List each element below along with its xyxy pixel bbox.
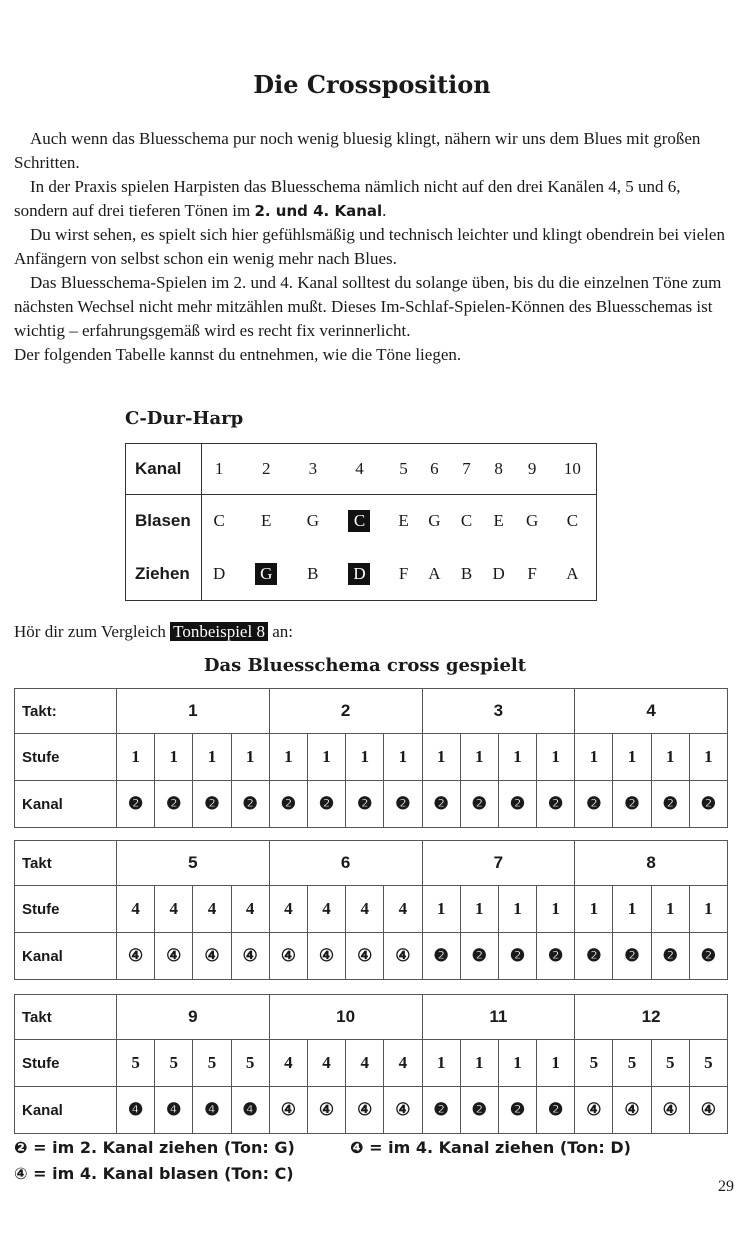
paragraph-3: Du wirst sehen, es spielt sich hier gefühlsmäßig und technisch leichter und klingt obendrein bei vielen Anfängern von selbst schon ein wenig mehr nach Blues. — [14, 225, 725, 268]
paragraph-4: Das Bluesschema-Spielen im 2. und 4. Kanal solltest du solange üben, bis du die einzelnen Töne zum nächsten Wechsel nicht mehr mitzählen mußt. Dieses Im-Schlaf-Spielen-Können des Bluesschemas ist wichtig – erfahrungsgemäß wird es recht fix verinnerlicht. — [14, 273, 722, 340]
kanal-cell — [689, 781, 727, 828]
stufe-cell: 1 — [575, 886, 613, 933]
harp-note: D — [348, 563, 370, 585]
kanal-cell — [422, 1087, 460, 1134]
harp-cell — [389, 548, 417, 601]
blow-symbol-icon: ④ — [662, 1100, 678, 1119]
takt-number: 5 — [117, 841, 270, 886]
compare-before: Hör dir zum Vergleich — [14, 622, 171, 641]
intro-text — [14, 127, 732, 367]
kanal-cell — [422, 933, 460, 980]
stufe-cell: 1 — [498, 886, 536, 933]
kanal-cell — [384, 933, 422, 980]
kanal-cell — [307, 933, 345, 980]
draw-symbol-icon: ❷ — [471, 1100, 487, 1119]
harp-note: G — [525, 511, 539, 531]
kanal-cell — [155, 933, 193, 980]
stufe-cell: 4 — [269, 1040, 307, 1087]
harp-note: 4 — [355, 459, 364, 479]
draw-symbol-icon: ❹ — [204, 1100, 220, 1119]
stufe-cell: 4 — [384, 886, 422, 933]
harp-cell — [202, 444, 237, 495]
kanal-cell — [537, 1087, 575, 1134]
stufe-cell: 1 — [651, 734, 689, 781]
harp-table — [125, 443, 597, 601]
takt-row — [15, 995, 728, 1040]
kanal-cell — [307, 781, 345, 828]
harp-cell — [330, 548, 390, 601]
harp-note: D — [492, 563, 505, 583]
harp-note: C — [460, 511, 473, 531]
paragraph-2-end: . — [382, 201, 387, 220]
stufe-cell: 1 — [460, 886, 498, 933]
harp-note: C — [566, 511, 579, 531]
blow-symbol-icon: ④ — [395, 1100, 411, 1119]
blues-table-3 — [14, 994, 728, 1134]
compare-line — [14, 622, 293, 642]
kanal-label: Kanal — [15, 933, 117, 980]
kanal-cell — [117, 1087, 155, 1134]
takt-number: 6 — [269, 841, 422, 886]
draw-symbol-icon: ❷ — [433, 794, 449, 813]
blues-table-1 — [14, 688, 728, 828]
harp-cell — [236, 548, 296, 601]
draw-symbol-icon: ❹ — [127, 1100, 144, 1119]
stufe-cell: 1 — [689, 886, 727, 933]
takt-number: 2 — [269, 689, 422, 734]
kanal-cell — [231, 1087, 269, 1134]
harp-note: 5 — [399, 459, 408, 479]
draw-symbol-icon: ❷ — [395, 794, 411, 813]
takt-number: 1 — [117, 689, 270, 734]
harp-cell — [549, 444, 597, 495]
kanal-cell — [575, 1087, 613, 1134]
draw-symbol-icon: ❷ — [433, 946, 449, 965]
kanal-cell — [651, 933, 689, 980]
draw-symbol-icon: ❷ — [433, 1100, 449, 1119]
paragraph-2-text: In der Praxis spielen Harpisten das Bluesschema nämlich nicht auf den drei Kanälen 4, 5 und 6, sondern auf drei tieferen Tönen im — [14, 177, 681, 220]
stufe-row — [15, 886, 728, 933]
stufe-cell: 1 — [613, 734, 651, 781]
stufe-label: Stufe — [15, 886, 117, 933]
harp-note: E — [398, 511, 409, 531]
kanal-cell — [689, 1087, 727, 1134]
harp-note: 2 — [261, 459, 271, 479]
kanal-cell — [613, 1087, 651, 1134]
harp-cell — [389, 495, 417, 548]
harp-note: 8 — [494, 459, 503, 479]
stufe-cell: 1 — [193, 734, 231, 781]
stufe-cell: 5 — [651, 1040, 689, 1087]
draw-symbol-icon: ❷ — [509, 1100, 526, 1119]
kanal-cell — [193, 781, 231, 828]
stufe-cell: 4 — [231, 886, 269, 933]
stufe-cell: 5 — [575, 1040, 613, 1087]
stufe-cell: 4 — [307, 886, 345, 933]
stufe-cell: 1 — [537, 1040, 575, 1087]
audio-example-label: Tonbeispiel 8 — [170, 622, 268, 641]
draw-symbol-icon: ❷ — [509, 794, 526, 813]
harp-row-blasen — [126, 495, 597, 548]
stufe-cell: 5 — [193, 1040, 231, 1087]
kanal-cell — [117, 933, 155, 980]
legend-draw-4: ❹ = im 4. Kanal ziehen (Ton: D) — [350, 1138, 631, 1157]
blow-symbol-icon: ④ — [242, 946, 258, 965]
stufe-cell: 1 — [422, 886, 460, 933]
kanal-cell — [422, 781, 460, 828]
kanal-cell — [498, 1087, 536, 1134]
stufe-cell: 1 — [498, 734, 536, 781]
blow-symbol-icon: ④ — [166, 946, 182, 965]
draw-symbol-icon: ❷ — [548, 946, 564, 965]
kanal-cell — [498, 781, 536, 828]
stufe-cell: 1 — [155, 734, 193, 781]
kanal-cell — [460, 1087, 498, 1134]
kanal-cell — [269, 781, 307, 828]
draw-symbol-icon: ❷ — [242, 794, 258, 813]
blow-symbol-icon: ④ — [127, 946, 144, 965]
harp-cell — [418, 548, 451, 601]
stufe-row — [15, 1040, 728, 1087]
paragraph-5: Der folgenden Tabelle kannst du entnehmen, wie die Töne liegen. — [14, 345, 462, 364]
kanal-cell — [346, 781, 384, 828]
harp-note: C — [348, 510, 370, 532]
blow-symbol-icon: ④ — [204, 946, 220, 965]
harp-cell — [451, 495, 482, 548]
stufe-cell: 1 — [537, 886, 575, 933]
stufe-row — [15, 734, 728, 781]
harp-cell — [236, 495, 296, 548]
stufe-cell: 4 — [269, 886, 307, 933]
harp-cell — [330, 495, 390, 548]
kanal-row — [15, 933, 728, 980]
harp-row-kanal — [126, 444, 597, 495]
takt-label: Takt — [15, 841, 117, 886]
takt-number: 3 — [422, 689, 575, 734]
kanal-cell — [537, 933, 575, 980]
draw-symbol-icon: ❷ — [127, 794, 144, 813]
blues-title: Das Bluesschema cross gespielt — [203, 655, 527, 676]
takt-number: 11 — [422, 995, 575, 1040]
kanal-cell — [231, 781, 269, 828]
harp-cell — [515, 444, 548, 495]
harp-note: D — [213, 563, 226, 583]
draw-symbol-icon: ❷ — [586, 794, 602, 813]
harp-title: C-Dur-Harp — [125, 408, 244, 429]
harp-note: G — [306, 511, 319, 531]
harp-note: G — [428, 511, 441, 531]
takt-label: Takt: — [15, 689, 117, 734]
harp-cell — [236, 444, 296, 495]
takt-number: 12 — [575, 995, 728, 1040]
harp-note: A — [566, 563, 579, 583]
paragraph-1: Auch wenn das Bluesschema pur noch wenig bluesig klingt, nähern wir uns dem Blues mit großen Schritten. — [14, 129, 701, 172]
kanal-label: Kanal — [15, 781, 117, 828]
kanal-cell — [575, 781, 613, 828]
harp-cell — [515, 495, 548, 548]
kanal-cell — [346, 1087, 384, 1134]
harp-cell — [296, 548, 329, 601]
kanal-cell — [651, 781, 689, 828]
compare-after: an: — [267, 622, 293, 641]
kanal-cell — [193, 933, 231, 980]
takt-number: 9 — [117, 995, 270, 1040]
stufe-cell: 4 — [193, 886, 231, 933]
draw-symbol-icon: ❷ — [624, 946, 640, 965]
stufe-cell: 5 — [613, 1040, 651, 1087]
harp-cell — [330, 444, 390, 495]
harp-cell — [296, 444, 329, 495]
stufe-cell: 4 — [346, 1040, 384, 1087]
kanal-cell — [155, 1087, 193, 1134]
blow-symbol-icon: ④ — [700, 1100, 717, 1119]
stufe-cell: 1 — [307, 734, 345, 781]
harp-cell — [451, 548, 482, 601]
stufe-cell: 1 — [117, 734, 155, 781]
harp-cell — [202, 548, 237, 601]
blow-symbol-icon: ④ — [280, 1100, 296, 1119]
kanal-label: Kanal — [15, 1087, 117, 1134]
draw-symbol-icon: ❷ — [662, 946, 678, 965]
draw-symbol-icon: ❷ — [662, 794, 678, 813]
harp-note: 9 — [527, 459, 537, 479]
kanal-cell — [155, 781, 193, 828]
harp-note: F — [398, 563, 409, 583]
harp-note: E — [493, 511, 504, 531]
harp-note: 1 — [214, 459, 224, 479]
harp-note: 6 — [430, 459, 439, 479]
paragraph-2-bold: 2. und 4. Kanal — [254, 202, 383, 220]
kanal-cell — [346, 933, 384, 980]
kanal-cell — [269, 933, 307, 980]
stufe-cell: 1 — [422, 734, 460, 781]
kanal-cell — [117, 781, 155, 828]
harp-note: E — [261, 511, 272, 531]
draw-symbol-icon: ❷ — [471, 794, 487, 813]
draw-symbol-icon: ❷ — [166, 794, 182, 813]
kanal-cell — [613, 781, 651, 828]
takt-label: Takt — [15, 995, 117, 1040]
stufe-cell: 4 — [307, 1040, 345, 1087]
draw-symbol-icon: ❷ — [624, 794, 640, 813]
stufe-label: Stufe — [15, 734, 117, 781]
stufe-cell: 4 — [346, 886, 384, 933]
blow-symbol-icon: ④ — [357, 946, 373, 965]
harp-note: C — [213, 511, 225, 531]
harp-note: A — [428, 563, 441, 583]
draw-symbol-icon: ❷ — [548, 1100, 564, 1119]
stufe-cell: 1 — [269, 734, 307, 781]
paragraph-2 — [14, 175, 732, 223]
kanal-cell — [498, 933, 536, 980]
stufe-cell: 1 — [537, 734, 575, 781]
takt-number: 7 — [422, 841, 575, 886]
blow-symbol-icon: ④ — [586, 1100, 602, 1119]
harp-cell — [389, 444, 417, 495]
harp-cell — [296, 495, 329, 548]
draw-symbol-icon: ❷ — [471, 946, 487, 965]
takt-row — [15, 841, 728, 886]
blow-symbol-icon: ④ — [318, 946, 335, 965]
harp-cell — [549, 548, 597, 601]
blues-table-2 — [14, 840, 728, 980]
harp-note: F — [527, 563, 537, 583]
harp-cell — [202, 495, 237, 548]
stufe-cell: 5 — [117, 1040, 155, 1087]
harp-note: 10 — [563, 459, 581, 479]
kanal-cell — [231, 933, 269, 980]
kanal-row — [15, 1087, 728, 1134]
stufe-cell: 1 — [498, 1040, 536, 1087]
harp-row-label: Kanal — [126, 444, 202, 495]
draw-symbol-icon: ❷ — [280, 794, 296, 813]
stufe-cell: 1 — [651, 886, 689, 933]
kanal-row — [15, 781, 728, 828]
kanal-cell — [460, 933, 498, 980]
stufe-cell: 1 — [422, 1040, 460, 1087]
stufe-cell: 4 — [155, 886, 193, 933]
blow-symbol-icon: ④ — [280, 946, 296, 965]
draw-symbol-icon: ❷ — [700, 794, 717, 813]
kanal-cell — [651, 1087, 689, 1134]
harp-row-label: Ziehen — [126, 548, 202, 601]
stufe-cell: 1 — [346, 734, 384, 781]
blow-symbol-icon: ④ — [624, 1100, 640, 1119]
kanal-cell — [613, 933, 651, 980]
harp-note: B — [307, 563, 319, 583]
draw-symbol-icon: ❷ — [357, 794, 373, 813]
draw-symbol-icon: ❷ — [700, 946, 717, 965]
harp-note: 7 — [462, 459, 471, 479]
takt-number: 8 — [575, 841, 728, 886]
draw-symbol-icon: ❷ — [204, 794, 220, 813]
kanal-cell — [384, 781, 422, 828]
kanal-cell — [307, 1087, 345, 1134]
takt-number: 4 — [575, 689, 728, 734]
harp-row-ziehen — [126, 548, 597, 601]
harp-cell — [451, 444, 482, 495]
draw-symbol-icon: ❷ — [318, 794, 335, 813]
harp-note: B — [460, 563, 473, 583]
harp-cell — [418, 444, 451, 495]
stufe-cell: 4 — [384, 1040, 422, 1087]
stufe-cell: 5 — [231, 1040, 269, 1087]
harp-cell — [515, 548, 548, 601]
stufe-cell: 1 — [460, 734, 498, 781]
draw-symbol-icon: ❷ — [509, 946, 526, 965]
stufe-cell: 5 — [689, 1040, 727, 1087]
harp-cell — [418, 495, 451, 548]
harp-row-label: Blasen — [126, 495, 202, 548]
stufe-label: Stufe — [15, 1040, 117, 1087]
stufe-cell: 1 — [689, 734, 727, 781]
draw-symbol-icon: ❷ — [586, 946, 602, 965]
harp-cell — [482, 495, 515, 548]
draw-symbol-icon: ❷ — [548, 794, 564, 813]
page-number: 29 — [718, 1178, 734, 1195]
kanal-cell — [575, 933, 613, 980]
draw-symbol-icon: ❹ — [166, 1100, 182, 1119]
kanal-cell — [193, 1087, 231, 1134]
stufe-cell: 1 — [613, 886, 651, 933]
takt-number: 10 — [269, 995, 422, 1040]
legend-blow-4: ④ = im 4. Kanal blasen (Ton: C) — [14, 1164, 294, 1183]
harp-cell — [482, 444, 515, 495]
takt-row — [15, 689, 728, 734]
stufe-cell: 1 — [460, 1040, 498, 1087]
kanal-cell — [689, 933, 727, 980]
kanal-cell — [384, 1087, 422, 1134]
draw-symbol-icon: ❹ — [242, 1100, 258, 1119]
kanal-cell — [537, 781, 575, 828]
stufe-cell: 1 — [384, 734, 422, 781]
stufe-cell: 5 — [155, 1040, 193, 1087]
blow-symbol-icon: ④ — [395, 946, 411, 965]
page-title: Die Crossposition — [253, 70, 491, 99]
stufe-cell: 4 — [117, 886, 155, 933]
blow-symbol-icon: ④ — [357, 1100, 373, 1119]
harp-cell — [482, 548, 515, 601]
stufe-cell: 1 — [575, 734, 613, 781]
legend-draw-2: ❷ = im 2. Kanal ziehen (Ton: G) — [14, 1138, 295, 1157]
harp-note: G — [255, 563, 277, 585]
kanal-cell — [460, 781, 498, 828]
kanal-cell — [269, 1087, 307, 1134]
harp-cell — [549, 495, 597, 548]
stufe-cell: 1 — [231, 734, 269, 781]
blow-symbol-icon: ④ — [318, 1100, 335, 1119]
harp-note: 3 — [308, 459, 318, 479]
